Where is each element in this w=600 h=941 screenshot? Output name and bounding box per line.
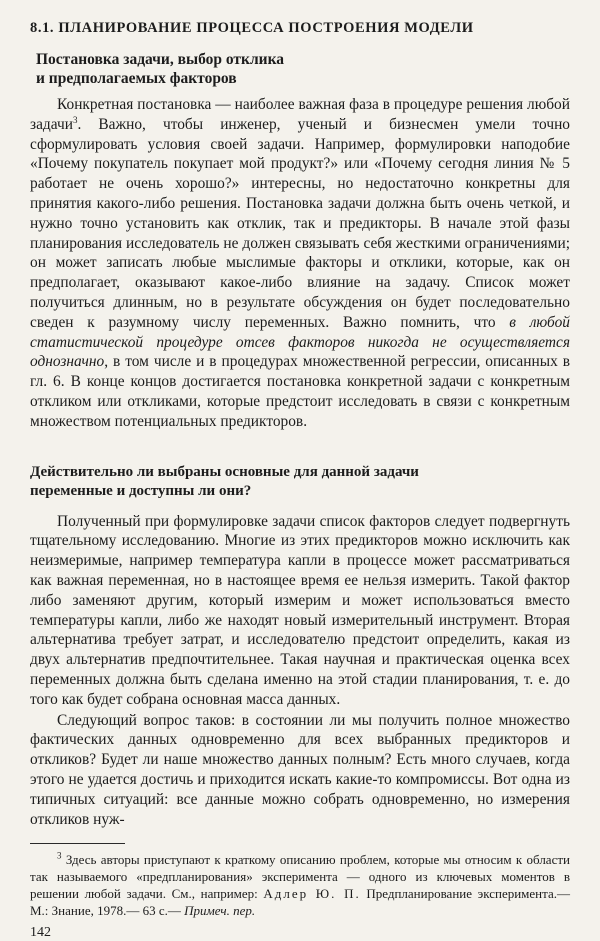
footnote-text-b: Предпланирование эксперимента.— М.: Знание, 1978.— 63 с.— bbox=[30, 886, 570, 919]
section1-p1-italic: в любой статистической процедуре отсев факторов никогда не осуществляется однозначно bbox=[30, 313, 570, 371]
footnote-author: Адлер Ю. П. bbox=[263, 886, 361, 902]
section1-p1-a: Конкретная постановка — наиболее важная фаза в процедуре решения любой задачи bbox=[30, 96, 570, 133]
section2-title-line2: переменные и доступны ли они? bbox=[30, 483, 252, 500]
page-number: 142 bbox=[30, 925, 51, 941]
section1-title bbox=[36, 50, 570, 88]
section1-paragraph bbox=[30, 95, 570, 432]
section2-title-line1: Действительно ли выбраны основные для данной задачи bbox=[30, 463, 419, 480]
footnote-marker: 3 bbox=[57, 850, 62, 861]
footnote-divider bbox=[30, 843, 125, 844]
footnote-text-a: Здесь авторы приступают к краткому описанию проблем, которые мы относим к области так называемого «предпланирования» эксперимента — одного из ключевых моментов в решении любой задачи. См., например: bbox=[30, 852, 570, 902]
footnote-ref: 3 bbox=[72, 114, 78, 125]
section1-title-line1: Постановка задачи, выбор отклика bbox=[36, 51, 285, 68]
section2-paragraph-2: Следующий вопрос таков: в состоянии ли мы получить полное множество фактических данных одновременно для всех выбранных предикторов и откликов? Будет ли наше множество данных полным? Есть много случаев, когда этого не удается достичь и приходится искать какие-то компромиссы. Вот одна из типичных ситуаций: все данные можно собрать одновременно, но измерения откликов нуж- bbox=[30, 711, 570, 828]
page bbox=[30, 18, 570, 941]
section2-title bbox=[30, 463, 570, 502]
footnote-translator-note: Примеч. пер. bbox=[184, 903, 256, 919]
footnote bbox=[30, 851, 570, 919]
section1-p1-c: , в том числе и в процедурах множественной регрессии, описанных в гл. 6. В конце концов достигается постановка конкретной задачи с конкретным откликом или откликами, которые предстоит исследовать в связи с конкретным множеством потенциальных предикторов. bbox=[30, 353, 570, 430]
section2-paragraph-1: Полученный при формулировке задачи список факторов следует подвергнуть тщательному исследованию. Многие из этих предикторов можно исключить как неизмеримые, например температура капли в процессе может рассматриваться как важная переменная, но в настоящее время ее нельзя измерить. Такой фактор либо заменяют другим, который измерим и может использоваться вместо температуры капли, либо же находят новый измерительный инструмент. Вторая альтернатива требует затрат, и исследователю предстоит определить, какая из двух альтернатив предпочтительнее. Такая научная и практическая оценка всех переменных должна быть сделана именно на этой стадии планирования, т. е. до того как будет собрана основная масса данных. bbox=[30, 512, 570, 708]
chapter-heading: 8.1. ПЛАНИРОВАНИЕ ПРОЦЕССА ПОСТРОЕНИЯ МОДЕЛИ bbox=[30, 20, 474, 36]
section1-title-line2: и предполагаемых факторов bbox=[36, 70, 237, 87]
section1-p1-b: . Важно, чтобы инженер, ученый и бизнесмен умели точно сформулировать условия своей задачи. Например, формулировки наподобие «Почему покупатель покупает мой продукт?» или «Почему сегодня линия № 5 работает не очень хорошо?» интересны, но недостаточно конкретны для принятия какого-либо решения. Постановка задачи должна быть очень четкой, и нужно точно установить как отклик, так и предикторы. В начале этой фазы планирования исследователь не должен связывать себя жесткими ограничениями; он может записать любые мыслимые факторы и отклики, которые, как он предполагает, оказывают какое-либо влияние на задачу. Список может получиться длинным, но в результате обсуждения он будет последовательно сведен к разумному числу переменных. Важно помнить, что bbox=[30, 115, 570, 331]
